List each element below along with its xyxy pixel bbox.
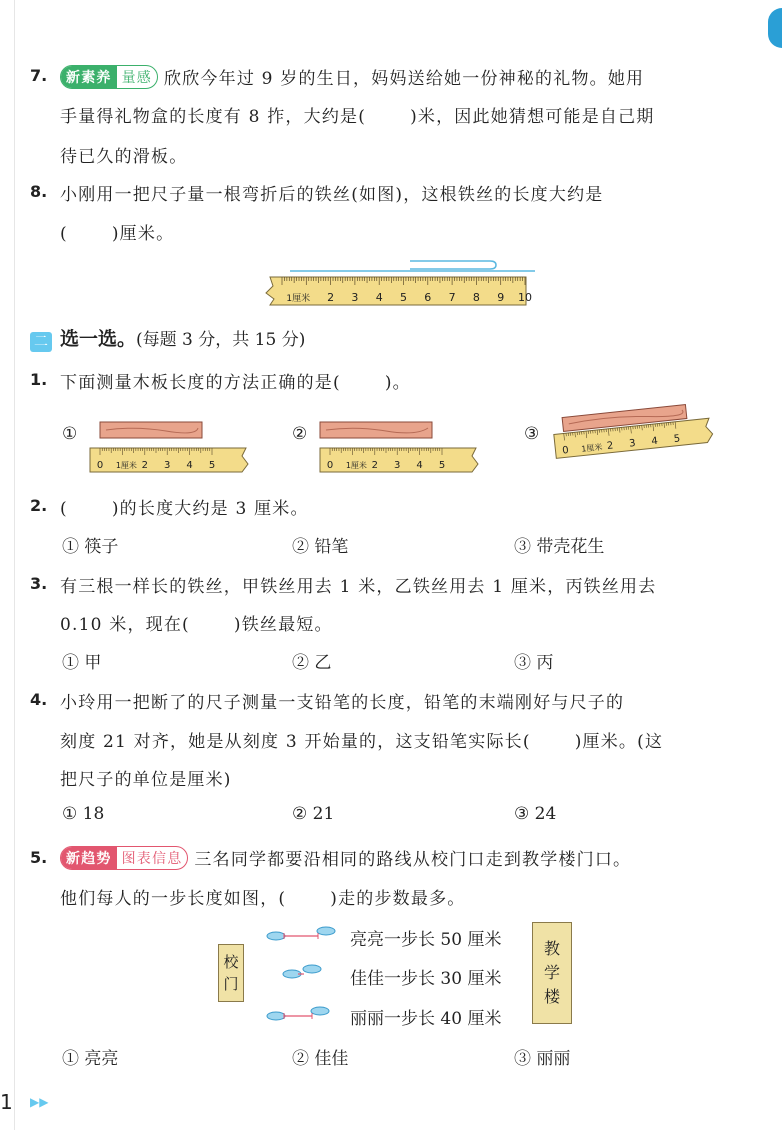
q7-tag (60, 65, 158, 89)
c4-number: 4. (30, 690, 48, 709)
building-char-3: 楼 (543, 987, 560, 1006)
c5-text1: 三名同学都要沿相同的路线从校门口走到教学楼门口。 (194, 850, 632, 870)
footprint-icon (317, 927, 335, 935)
q7-tag-sub: 量感 (121, 70, 153, 86)
c3-line1: 有三根一样长的铁丝，甲铁丝用去 1 米，乙铁丝用去 1 厘米，丙铁丝用去 (60, 577, 657, 597)
building-char-2: 学 (543, 963, 560, 982)
ruler-label: 9 (497, 291, 505, 304)
c4-option3[interactable]: ③ 24 (514, 804, 557, 824)
c1-option1-figure (86, 418, 251, 478)
c2-text-b: )的长度大约是 3 厘米。 (111, 499, 309, 519)
q7-text2a: 手量得礼物盒的长度有 8 拃，大约是( (60, 107, 367, 127)
wood-board (100, 422, 202, 438)
c2-number: 2. (30, 496, 48, 515)
margin-divider (14, 0, 15, 1130)
c4-text2a: 刻度 21 对齐，她是从刻度 3 开始量的，这支铅笔实际长( (60, 732, 531, 752)
footprint-row-3 (267, 1007, 329, 1020)
gate-char-2: 门 (223, 975, 239, 993)
c1-text-b: )。 (384, 373, 411, 393)
ruler-label: 5 (208, 460, 216, 471)
c5-option1[interactable]: ① 亮亮 (62, 1049, 119, 1069)
c4-line1: 小玲用一把断了的尺子测量一支铅笔的长度，铅笔的末端刚好与尺子的 (60, 693, 625, 713)
step-label-jiajia: 佳佳一步长 30 厘米 (350, 969, 502, 989)
q7-text2b: )米，因此她猜想可能是自己期 (410, 107, 655, 127)
c4-option2[interactable]: ② 21 (292, 804, 335, 824)
c4-line2 (60, 727, 740, 752)
ruler-label: 10 (518, 291, 532, 304)
c3-text2b: )铁丝最短。 (233, 615, 333, 635)
page-number: 1 (0, 1090, 13, 1114)
footprint-row-2 (283, 965, 321, 978)
section2-header (30, 324, 305, 352)
q8-line2 (60, 219, 740, 244)
q7-text1: 欣欣今年过 9 岁的生日，妈妈送给她一份神秘的礼物。她用 (164, 69, 645, 89)
ruler-label: 1厘米 (345, 461, 367, 470)
footprint-icon (267, 1012, 285, 1020)
c2-line (60, 494, 740, 519)
q7-line3: 待已久的滑板。 (60, 147, 188, 167)
c5-text2a: 他们每人的一步长度如图，( (60, 889, 287, 909)
ruler-label: 5 (673, 433, 681, 445)
section2-note: (每题 3 分，共 15 分) (136, 330, 306, 350)
c5-line1 (60, 845, 740, 870)
c5-option2[interactable]: ② 佳佳 (292, 1049, 349, 1069)
c5-option3[interactable]: ③ 丽丽 (514, 1049, 571, 1069)
step-label-liangliang: 亮亮一步长 50 厘米 (350, 930, 502, 950)
c2-option3[interactable]: ③ 带壳花生 (514, 537, 605, 557)
c3-option3[interactable]: ③ 丙 (514, 653, 554, 673)
c1-line (60, 368, 740, 393)
c2-option2[interactable]: ② 铅笔 (292, 537, 349, 557)
footprints-figure (262, 922, 342, 1026)
c1-number: 1. (30, 370, 48, 389)
q8-text2a: ( (60, 224, 68, 244)
ruler-label: 6 (424, 291, 432, 304)
q8-text2b: )厘米。 (111, 224, 175, 244)
c3-text2a: 0.10 米，现在( (60, 615, 190, 635)
page-edge-tab (768, 8, 782, 48)
ruler-label: 2 (606, 440, 614, 452)
ruler-label: 3 (164, 460, 171, 471)
section2-title: 选一选。 (60, 328, 137, 350)
c4-text2b: )厘米。(这 (574, 732, 664, 752)
c5-line2 (60, 884, 740, 909)
c5-tag-main: 新趋势 (61, 847, 117, 869)
footprint-icon (267, 932, 285, 940)
c1-option2-figure (316, 418, 481, 478)
c1-text-a: 下面测量木板长度的方法正确的是( (60, 373, 341, 393)
ruler-label: 7 (448, 291, 456, 304)
c2-text-a: ( (60, 499, 68, 519)
q7-line1 (60, 64, 740, 89)
ruler-label: 3 (394, 460, 401, 471)
q8-number: 8. (30, 182, 48, 201)
c4-line3: 把尺子的单位是厘米) (60, 770, 232, 790)
ruler-label: 5 (438, 460, 446, 471)
ruler-label: 1厘米 (115, 461, 137, 470)
c1-option1-label[interactable]: ① (62, 424, 78, 444)
c4-option1[interactable]: ① 18 (62, 804, 105, 824)
q7-tag-main: 新素养 (61, 66, 117, 88)
step-label-lili: 丽丽一步长 40 厘米 (350, 1009, 502, 1029)
ruler-label: 2 (327, 291, 335, 304)
c5-tag-sub: 图表信息 (121, 851, 183, 867)
c2-option1[interactable]: ① 筷子 (62, 537, 119, 557)
ruler-label: 4 (186, 460, 193, 471)
c5-number: 5. (30, 848, 48, 867)
q7-line2 (60, 102, 740, 127)
c5-text2b: )走的步数最多。 (330, 889, 466, 909)
ruler-label: 4 (416, 460, 423, 471)
footprint-row-1 (267, 927, 335, 940)
ruler-label: 0 (96, 460, 104, 471)
c1-option3-figure (550, 402, 720, 464)
c3-number: 3. (30, 574, 48, 593)
building-char-1: 教 (543, 939, 560, 958)
c3-option1[interactable]: ① 甲 (62, 653, 102, 673)
footprint-icon (303, 965, 321, 973)
q7-number: 7. (30, 66, 48, 85)
ruler-label: 0 (326, 460, 334, 471)
ruler-label: 8 (472, 291, 480, 304)
ruler-label: 4 (375, 291, 383, 304)
section2-icon: 二 (30, 332, 52, 352)
ruler-label: 1厘米 (286, 294, 311, 304)
q8-line1: 小刚用一把尺子量一根弯折后的铁丝(如图)，这根铁丝的长度大约是 (60, 185, 604, 205)
ruler-label: 2 (141, 460, 148, 471)
teaching-building-sign (532, 922, 572, 1024)
c3-option2[interactable]: ② 乙 (292, 653, 332, 673)
wire-bend (410, 261, 496, 269)
ruler-label: 4 (650, 435, 659, 448)
ruler-label: 3 (628, 438, 637, 450)
ruler-label: 2 (371, 460, 378, 471)
c1-option3-label[interactable]: ③ (524, 424, 540, 444)
c5-tag (60, 846, 188, 870)
ruler-label: 3 (351, 291, 359, 304)
ruler-label: 5 (400, 291, 407, 304)
q8-ruler-figure (260, 255, 535, 311)
c3-line2 (60, 610, 740, 635)
school-gate-sign (218, 944, 244, 1002)
page-arrows-icon: ▶▶ (30, 1095, 49, 1109)
footprint-icon (311, 1007, 329, 1015)
gate-char-1: 校 (223, 953, 239, 971)
ruler-label: 1厘米 (580, 442, 603, 454)
c1-option2-label[interactable]: ② (292, 424, 308, 444)
ruler-label: 0 (561, 445, 570, 457)
